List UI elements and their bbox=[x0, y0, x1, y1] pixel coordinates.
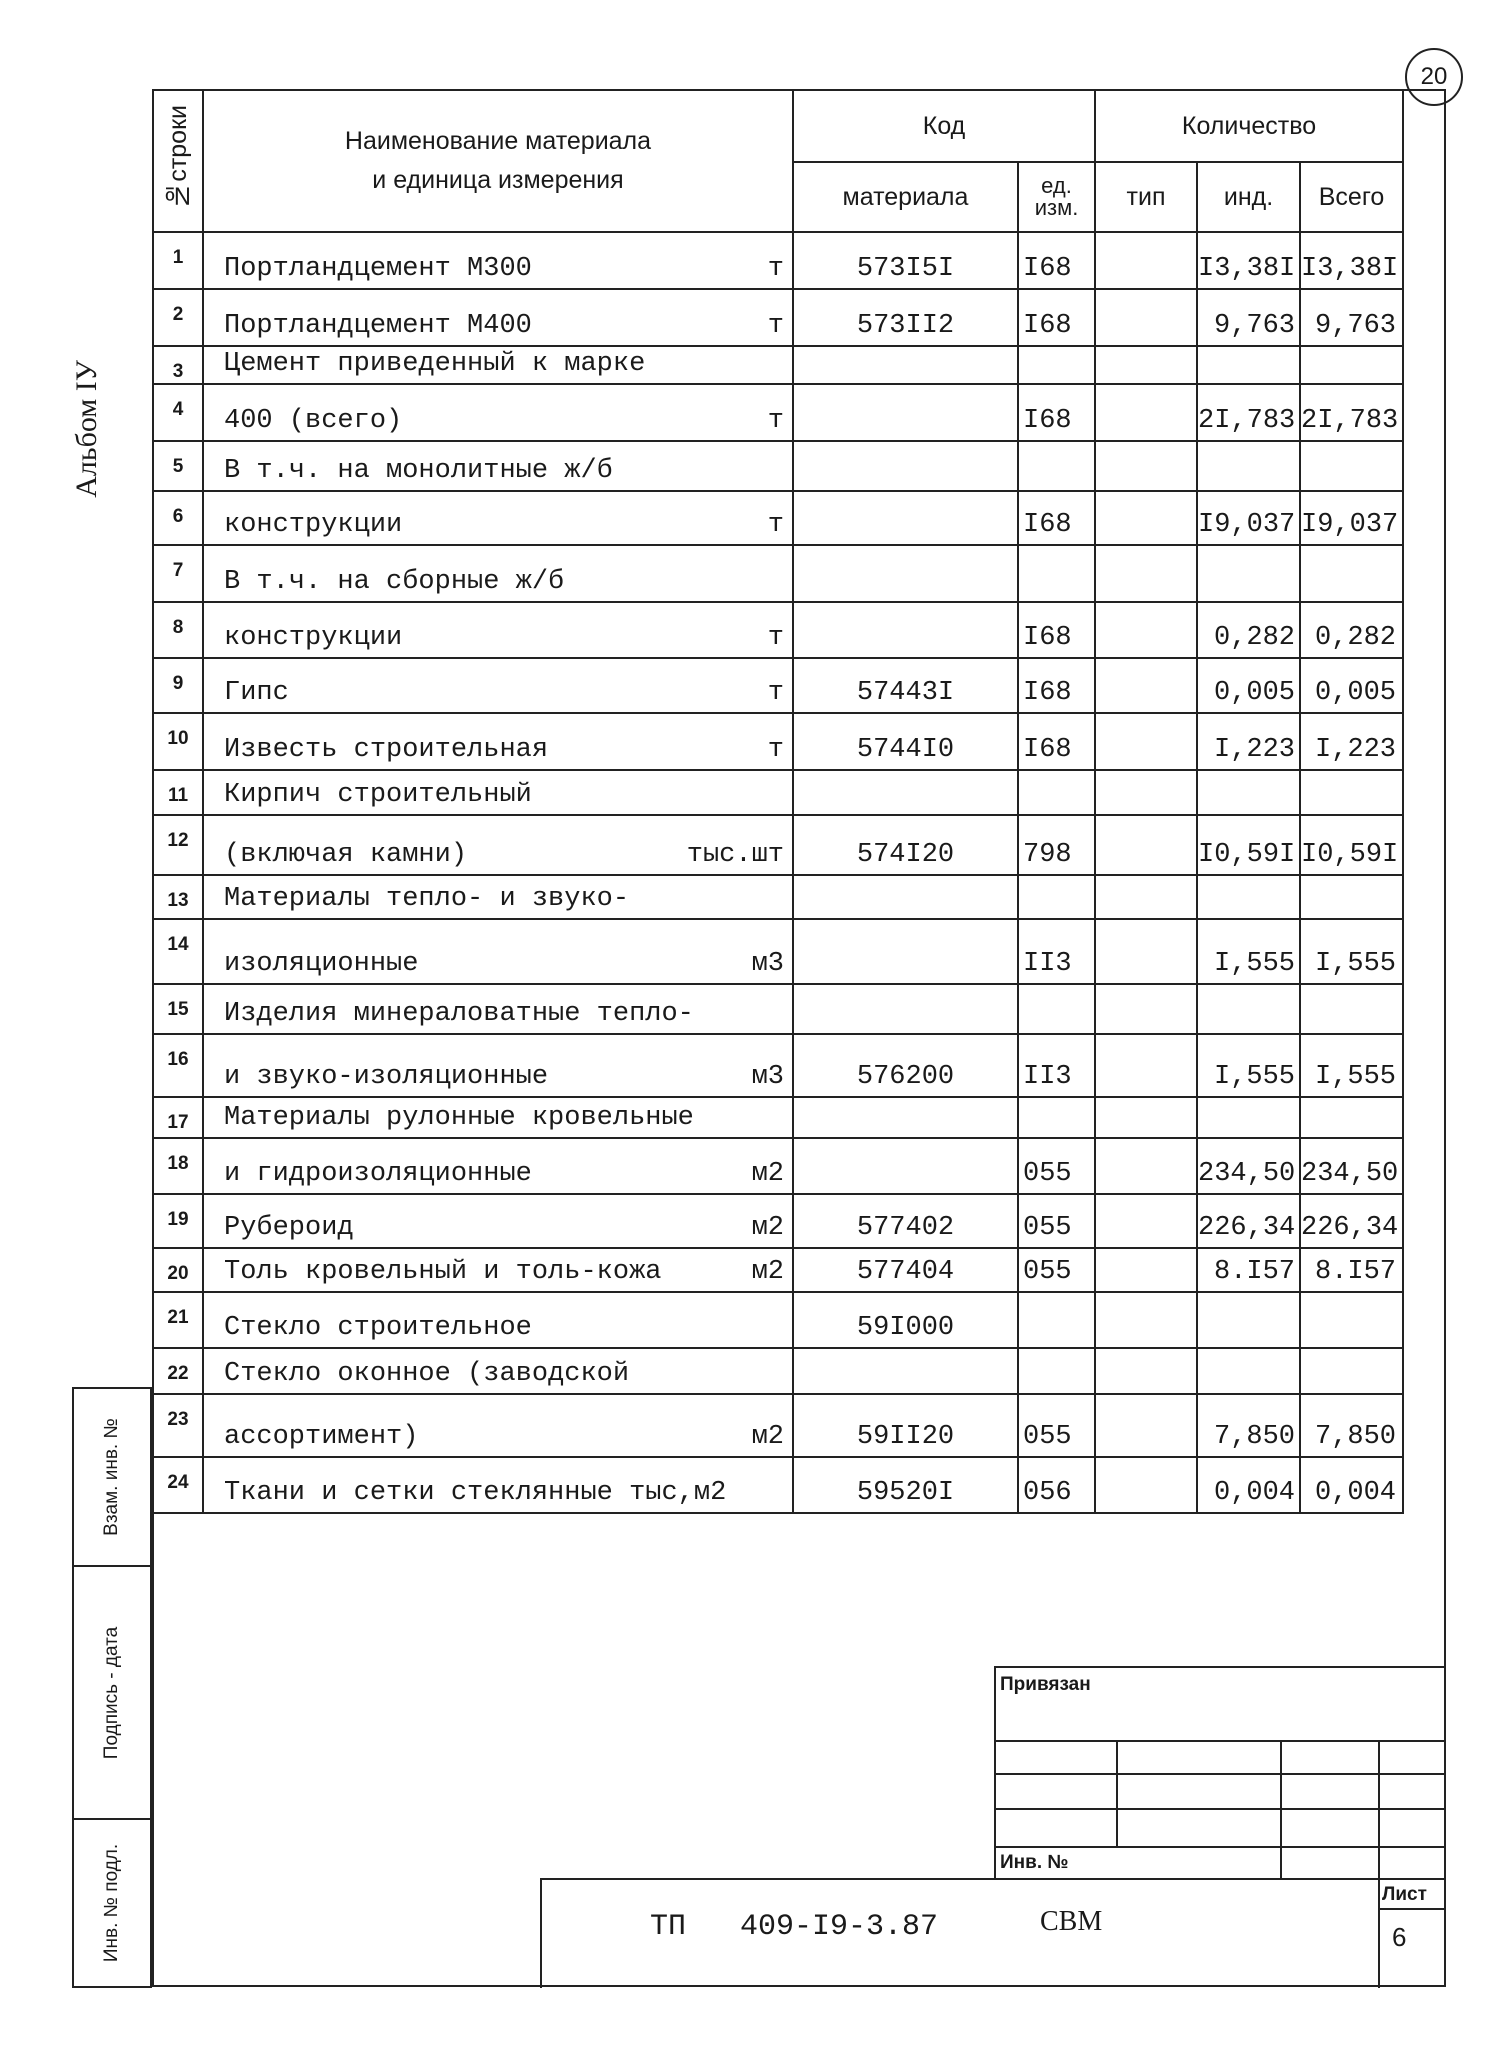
table-row bbox=[153, 545, 1447, 602]
material-name: и звуко-изоляционные bbox=[224, 1062, 549, 1092]
material-unit: т bbox=[767, 311, 784, 341]
cell-code: 59520I bbox=[793, 1457, 1018, 1513]
cell-tip bbox=[1095, 919, 1197, 984]
material-name: изоляционные bbox=[224, 949, 419, 979]
cell-ind: 9,763 bbox=[1197, 289, 1300, 346]
material-unit: т bbox=[767, 735, 784, 765]
materials-table bbox=[152, 89, 1447, 1514]
section-code: СВМ bbox=[1040, 1906, 1103, 1937]
cell-total: 226,34 bbox=[1300, 1194, 1403, 1248]
cell-ed bbox=[1018, 984, 1095, 1034]
header-code-material: материала bbox=[793, 162, 1018, 232]
doc-number: ТП 409-I9-3.87 bbox=[650, 1910, 939, 1944]
material-name: ассортимент) bbox=[224, 1422, 419, 1452]
cell-ed: 055 bbox=[1018, 1394, 1095, 1457]
row-number: 21 bbox=[153, 1292, 203, 1348]
table-row bbox=[153, 1138, 1447, 1194]
table-row bbox=[153, 919, 1447, 984]
row-number: 14 bbox=[153, 919, 203, 984]
row-number: 10 bbox=[153, 713, 203, 770]
material-name-cell bbox=[203, 1292, 793, 1348]
material-name: Стекло строительное bbox=[224, 1313, 532, 1343]
table-row bbox=[153, 441, 1447, 491]
table-row bbox=[153, 1097, 1447, 1138]
cell-ed bbox=[1018, 441, 1095, 491]
material-unit: м2 bbox=[751, 1213, 784, 1243]
table-row bbox=[153, 1034, 1447, 1097]
material-unit: м2 bbox=[751, 1422, 784, 1452]
cell-tip bbox=[1095, 1394, 1197, 1457]
cell-code bbox=[793, 919, 1018, 984]
cell-ed: I68 bbox=[1018, 658, 1095, 713]
table-row bbox=[153, 289, 1447, 346]
cell-ed: I68 bbox=[1018, 602, 1095, 658]
inv-no-label: Инв. № bbox=[1000, 1852, 1069, 1873]
header-code-unit: ед. изм. bbox=[1018, 162, 1095, 232]
album-label bbox=[70, 360, 104, 506]
cell-tip bbox=[1095, 1034, 1197, 1097]
cell-ind: 0,282 bbox=[1197, 602, 1300, 658]
cell-total: 8.I57 bbox=[1300, 1248, 1403, 1292]
table-row bbox=[153, 346, 1447, 384]
cell-tip bbox=[1095, 984, 1197, 1034]
stamp-inv-podl: Инв. № подл. bbox=[72, 1818, 152, 1988]
row-number: 8 bbox=[153, 602, 203, 658]
cell-total bbox=[1300, 1097, 1403, 1138]
material-unit: т bbox=[767, 678, 784, 708]
cell-ed: I68 bbox=[1018, 232, 1095, 289]
row-number: 20 bbox=[153, 1248, 203, 1292]
cell-total: I0,59I bbox=[1300, 815, 1403, 875]
material-name-cell bbox=[203, 770, 793, 815]
row-number: 7 bbox=[153, 545, 203, 602]
table-row bbox=[153, 770, 1447, 815]
cell-ind bbox=[1197, 984, 1300, 1034]
cell-ind: 0,005 bbox=[1197, 658, 1300, 713]
cell-code bbox=[793, 491, 1018, 545]
cell-code bbox=[793, 770, 1018, 815]
cell-code: 577402 bbox=[793, 1194, 1018, 1248]
cell-total bbox=[1300, 770, 1403, 815]
material-name: В т.ч. на монолитные ж/б bbox=[224, 456, 613, 486]
material-name: Портландцемент М300 bbox=[224, 254, 532, 284]
table-row bbox=[153, 875, 1447, 919]
stamp-vzam-inv: Взам. инв. № bbox=[72, 1387, 152, 1567]
cell-tip bbox=[1095, 289, 1197, 346]
row-number: 18 bbox=[153, 1138, 203, 1194]
material-name: Кирпич строительный bbox=[224, 780, 532, 810]
cell-code: 576200 bbox=[793, 1034, 1018, 1097]
header-name bbox=[203, 90, 793, 232]
cell-code bbox=[793, 602, 1018, 658]
cell-ed: II3 bbox=[1018, 919, 1095, 984]
table-row bbox=[153, 815, 1447, 875]
cell-total bbox=[1300, 441, 1403, 491]
cell-total bbox=[1300, 984, 1403, 1034]
material-name-cell bbox=[203, 875, 793, 919]
cell-total: 234,50 bbox=[1300, 1138, 1403, 1194]
header-code: Код bbox=[793, 90, 1095, 162]
material-name: и гидроизоляционные bbox=[224, 1159, 532, 1189]
cell-ind: 0,004 bbox=[1197, 1457, 1300, 1513]
cell-tip bbox=[1095, 713, 1197, 770]
cell-tip bbox=[1095, 658, 1197, 713]
material-name-cell bbox=[203, 384, 793, 441]
header-name-line1: Наименование материала bbox=[344, 127, 652, 155]
cell-ind: I0,59I bbox=[1197, 815, 1300, 875]
material-name-cell bbox=[203, 289, 793, 346]
table-row bbox=[153, 384, 1447, 441]
cell-code: 57443I bbox=[793, 658, 1018, 713]
row-number: 22 bbox=[153, 1348, 203, 1394]
row-number: 5 bbox=[153, 441, 203, 491]
cell-code bbox=[793, 984, 1018, 1034]
cell-ind bbox=[1197, 875, 1300, 919]
cell-code bbox=[793, 1348, 1018, 1394]
material-name: Цемент приведенный к марке bbox=[224, 349, 646, 379]
cell-ed: 056 bbox=[1018, 1457, 1095, 1513]
cell-ed: 798 bbox=[1018, 815, 1095, 875]
cell-ind: I3,38I bbox=[1197, 232, 1300, 289]
cell-code: 5744I0 bbox=[793, 713, 1018, 770]
cell-ed: I68 bbox=[1018, 289, 1095, 346]
row-number: 23 bbox=[153, 1394, 203, 1457]
cell-tip bbox=[1095, 1292, 1197, 1348]
cell-code: 573II2 bbox=[793, 289, 1018, 346]
cell-code bbox=[793, 1097, 1018, 1138]
header-quantity-tip: тип bbox=[1095, 162, 1197, 232]
cell-ed: 055 bbox=[1018, 1248, 1095, 1292]
cell-code bbox=[793, 441, 1018, 491]
cell-ind bbox=[1197, 770, 1300, 815]
cell-total: 0,004 bbox=[1300, 1457, 1403, 1513]
cell-ind bbox=[1197, 346, 1300, 384]
cell-total: 7,850 bbox=[1300, 1394, 1403, 1457]
row-number: 24 bbox=[153, 1457, 203, 1513]
material-name-cell bbox=[203, 1394, 793, 1457]
cell-code bbox=[793, 384, 1018, 441]
cell-ed bbox=[1018, 346, 1095, 384]
table-row bbox=[153, 1194, 1447, 1248]
cell-total bbox=[1300, 1348, 1403, 1394]
row-number: 12 bbox=[153, 815, 203, 875]
list-value: 6 bbox=[1392, 1922, 1407, 1952]
cell-code: 59II20 bbox=[793, 1394, 1018, 1457]
cell-tip bbox=[1095, 491, 1197, 545]
cell-ind: I,555 bbox=[1197, 1034, 1300, 1097]
stamp-signature-date: Подпись - дата bbox=[72, 1565, 152, 1820]
cell-tip bbox=[1095, 1097, 1197, 1138]
cell-code: 574I20 bbox=[793, 815, 1018, 875]
material-name: Стекло оконное (заводской bbox=[224, 1359, 630, 1389]
table-row bbox=[153, 491, 1447, 545]
cell-tip bbox=[1095, 1348, 1197, 1394]
header-name-line2: и единица измерения bbox=[372, 166, 624, 194]
table-row bbox=[153, 1457, 1447, 1513]
cell-tip bbox=[1095, 384, 1197, 441]
material-unit: т bbox=[767, 623, 784, 653]
material-name: (включая камни) bbox=[224, 840, 468, 870]
row-number: 17 bbox=[153, 1097, 203, 1138]
table-row bbox=[153, 713, 1447, 770]
material-unit: м2 bbox=[751, 1257, 784, 1287]
material-name-cell bbox=[203, 658, 793, 713]
material-name-cell bbox=[203, 1138, 793, 1194]
material-unit: тыс.шт bbox=[686, 840, 784, 870]
row-number: 11 bbox=[153, 770, 203, 815]
cell-tip bbox=[1095, 1248, 1197, 1292]
cell-tip bbox=[1095, 602, 1197, 658]
table-row bbox=[153, 1248, 1447, 1292]
cell-tip bbox=[1095, 545, 1197, 602]
material-name-cell bbox=[203, 491, 793, 545]
cell-code bbox=[793, 545, 1018, 602]
cell-tip bbox=[1095, 1194, 1197, 1248]
cell-ind: 226,34 bbox=[1197, 1194, 1300, 1248]
material-name: Материалы тепло- и звуко- bbox=[224, 884, 630, 914]
material-name: конструкции bbox=[224, 623, 403, 653]
cell-ind bbox=[1197, 1292, 1300, 1348]
cell-total bbox=[1300, 346, 1403, 384]
material-name-cell bbox=[203, 1457, 793, 1513]
cell-total bbox=[1300, 545, 1403, 602]
cell-ed bbox=[1018, 1348, 1095, 1394]
table-row bbox=[153, 602, 1447, 658]
cell-ind: I9,037 bbox=[1197, 491, 1300, 545]
cell-tip bbox=[1095, 770, 1197, 815]
cell-total: I,555 bbox=[1300, 1034, 1403, 1097]
row-number: 4 bbox=[153, 384, 203, 441]
cell-ind: 8.I57 bbox=[1197, 1248, 1300, 1292]
cell-ind bbox=[1197, 545, 1300, 602]
cell-total: I3,38I bbox=[1300, 232, 1403, 289]
material-name-cell bbox=[203, 1034, 793, 1097]
cell-ind: 2I,783 bbox=[1197, 384, 1300, 441]
material-name-cell bbox=[203, 1097, 793, 1138]
row-number: 6 bbox=[153, 491, 203, 545]
privyazan-label: Привязан bbox=[1000, 1674, 1091, 1695]
row-number: 2 bbox=[153, 289, 203, 346]
cell-total: I,555 bbox=[1300, 919, 1403, 984]
cell-total bbox=[1300, 1292, 1403, 1348]
cell-ed bbox=[1018, 875, 1095, 919]
cell-ind bbox=[1197, 441, 1300, 491]
row-number: 16 bbox=[153, 1034, 203, 1097]
material-name-cell bbox=[203, 984, 793, 1034]
material-name: 400 (всего) bbox=[224, 406, 403, 436]
cell-code: 573I5I bbox=[793, 232, 1018, 289]
material-unit: м2 bbox=[751, 1159, 784, 1189]
row-number: 1 bbox=[153, 232, 203, 289]
material-name-cell bbox=[203, 1194, 793, 1248]
table-row bbox=[153, 1394, 1447, 1457]
cell-tip bbox=[1095, 346, 1197, 384]
cell-total: 0,005 bbox=[1300, 658, 1403, 713]
material-name: Материалы рулонные кровельные bbox=[224, 1103, 694, 1133]
material-name: В т.ч. на сборные ж/б bbox=[224, 567, 565, 597]
material-name-cell bbox=[203, 919, 793, 984]
cell-ed: 055 bbox=[1018, 1138, 1095, 1194]
material-name-cell bbox=[203, 545, 793, 602]
material-name-cell bbox=[203, 1348, 793, 1394]
table-row bbox=[153, 232, 1447, 289]
list-label: Лист bbox=[1382, 1884, 1427, 1905]
cell-tip bbox=[1095, 1457, 1197, 1513]
cell-ed: 055 bbox=[1018, 1194, 1095, 1248]
material-name-cell bbox=[203, 1248, 793, 1292]
cell-ind bbox=[1197, 1348, 1300, 1394]
row-number: 3 bbox=[153, 346, 203, 384]
cell-tip bbox=[1095, 875, 1197, 919]
table-row bbox=[153, 1292, 1447, 1348]
cell-ind: 234,50 bbox=[1197, 1138, 1300, 1194]
material-name: Портландцемент М400 bbox=[224, 311, 532, 341]
cell-code bbox=[793, 1138, 1018, 1194]
material-name: конструкции bbox=[224, 510, 403, 540]
material-name-cell bbox=[203, 346, 793, 384]
material-unit: т bbox=[767, 510, 784, 540]
cell-total bbox=[1300, 875, 1403, 919]
cell-total: 0,282 bbox=[1300, 602, 1403, 658]
material-name-cell bbox=[203, 441, 793, 491]
material-unit: т bbox=[767, 254, 784, 284]
materials-table-body bbox=[153, 232, 1447, 1513]
header-quantity-total: Всего bbox=[1300, 162, 1403, 232]
material-name: Рубероид bbox=[224, 1213, 354, 1243]
material-name-cell bbox=[203, 815, 793, 875]
cell-ed: I68 bbox=[1018, 491, 1095, 545]
cell-ed bbox=[1018, 770, 1095, 815]
header-quantity: Количество bbox=[1095, 90, 1403, 162]
cell-tip bbox=[1095, 232, 1197, 289]
cell-ed: I68 bbox=[1018, 713, 1095, 770]
material-unit: м3 bbox=[751, 949, 784, 979]
table-row bbox=[153, 984, 1447, 1034]
sheet-number-circle: 20 bbox=[1405, 48, 1463, 106]
cell-code: 59I000 bbox=[793, 1292, 1018, 1348]
header-row-number: №строки bbox=[153, 90, 203, 232]
cell-ed bbox=[1018, 1292, 1095, 1348]
cell-tip bbox=[1095, 815, 1197, 875]
material-name-cell bbox=[203, 602, 793, 658]
material-name: Изделия минераловатные тепло- bbox=[224, 999, 694, 1029]
material-unit: м3 bbox=[751, 1062, 784, 1092]
cell-ind: I,223 bbox=[1197, 713, 1300, 770]
album-label-text: Альбом IУ bbox=[70, 360, 103, 498]
material-name-cell bbox=[203, 232, 793, 289]
cell-ind: 7,850 bbox=[1197, 1394, 1300, 1457]
cell-ed bbox=[1018, 545, 1095, 602]
material-name: Толь кровельный и толь-кожа bbox=[224, 1257, 662, 1287]
material-unit: т bbox=[767, 406, 784, 436]
cell-ed: I68 bbox=[1018, 384, 1095, 441]
cell-code: 577404 bbox=[793, 1248, 1018, 1292]
material-name: Гипс bbox=[224, 678, 289, 708]
cell-code bbox=[793, 875, 1018, 919]
cell-ed bbox=[1018, 1097, 1095, 1138]
cell-ind bbox=[1197, 1097, 1300, 1138]
cell-code bbox=[793, 346, 1018, 384]
header-quantity-ind: инд. bbox=[1197, 162, 1300, 232]
cell-total: I,223 bbox=[1300, 713, 1403, 770]
cell-ind: I,555 bbox=[1197, 919, 1300, 984]
material-name-cell bbox=[203, 713, 793, 770]
material-name: Ткани и сетки стеклянные тыс,м2 bbox=[224, 1478, 727, 1508]
cell-tip bbox=[1095, 441, 1197, 491]
cell-total: 2I,783 bbox=[1300, 384, 1403, 441]
cell-ed: II3 bbox=[1018, 1034, 1095, 1097]
row-number: 9 bbox=[153, 658, 203, 713]
row-number: 15 bbox=[153, 984, 203, 1034]
row-number: 13 bbox=[153, 875, 203, 919]
table-row bbox=[153, 1348, 1447, 1394]
table-row bbox=[153, 658, 1447, 713]
material-name: Известь строительная bbox=[224, 735, 549, 765]
cell-total: I9,037 bbox=[1300, 491, 1403, 545]
cell-total: 9,763 bbox=[1300, 289, 1403, 346]
cell-tip bbox=[1095, 1138, 1197, 1194]
row-number: 19 bbox=[153, 1194, 203, 1248]
